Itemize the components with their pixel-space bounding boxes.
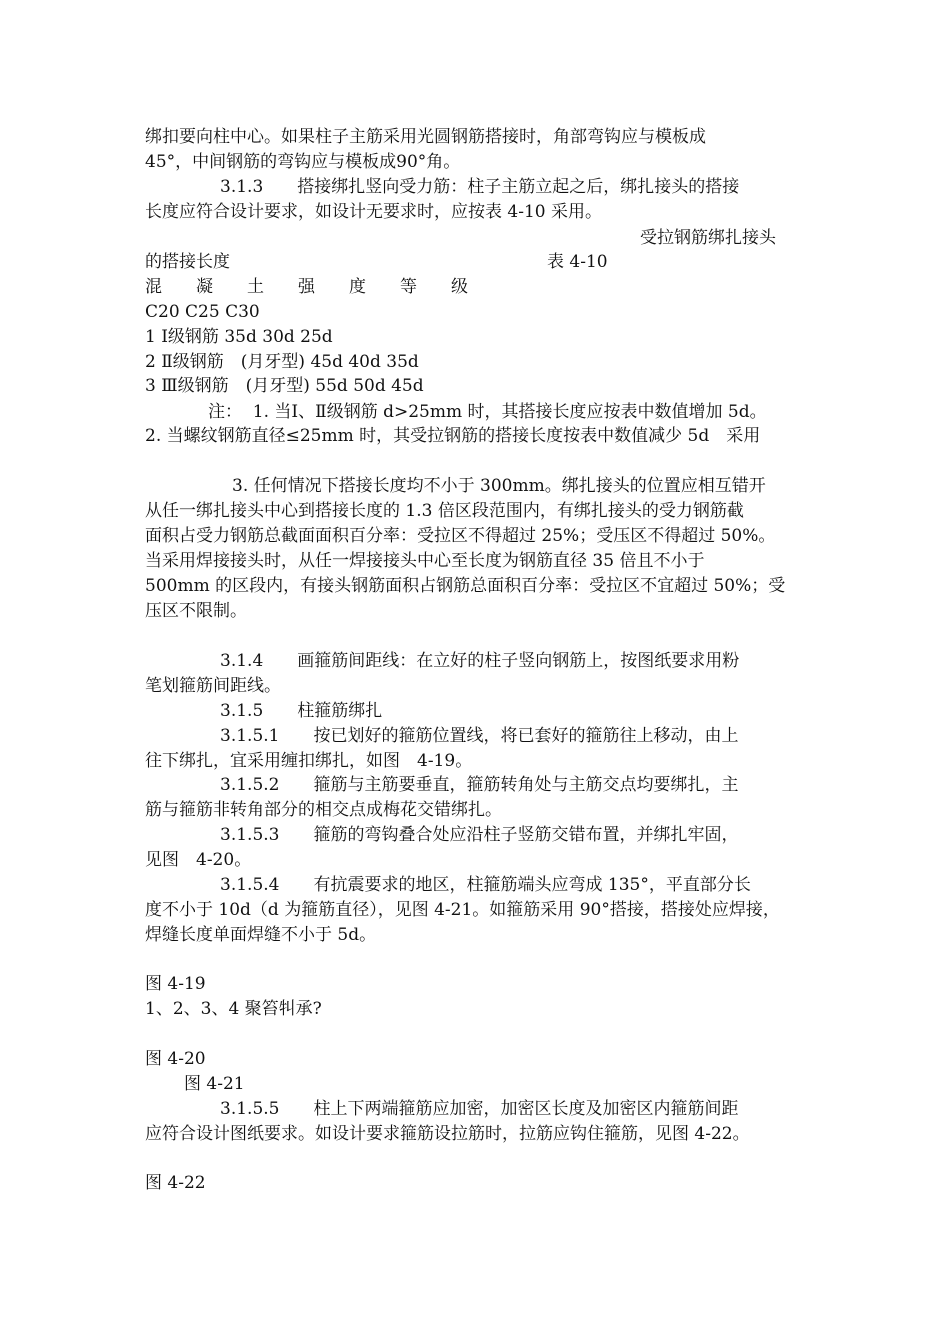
section-heading: 3.1.3 搭接绑扎竖向受力筋：柱子主筋立起之后，绑扎接头的搭接 — [220, 177, 740, 197]
section-heading: 3.1.4 画箍筋间距线：在立好的柱子竖向钢筋上，按图纸要求用粉 — [220, 651, 740, 671]
figure-legend: 1、2、3、4 聚笞㸨承? — [145, 999, 322, 1019]
text-line: 当采用焊接接头时，从任一焊接接头中心至长度为钢筋直径 35 倍且不小于 — [145, 551, 705, 571]
section-heading: 3.1.5.3 箍筋的弯钩叠合处应沿柱子竖筋交错布置，并绑扎牢固， — [220, 825, 739, 845]
text-line: 度不小于 10d（d 为箍筋直径），见图 4-21。如箍筋采用 90°搭接，搭接处应焊接， — [145, 900, 780, 920]
table-caption: 受拉钢筋绑扎接头 — [640, 228, 776, 248]
table-row: 2 Ⅱ级钢筋 (月牙型) 45d 40d 35d — [145, 352, 419, 372]
text-line: 压区不限制。 — [145, 601, 247, 621]
table-note: 2. 当螺纹钢筋直径≤25mm 时，其受拉钢筋的搭接长度按表中数值减少 5d 采用 — [145, 426, 761, 446]
section-heading: 3.1.5.5 柱上下两端箍筋应加密，加密区长度及加密区内箍筋间距 — [220, 1099, 739, 1119]
table-number: 表 4-10 — [547, 252, 608, 272]
text-line: 长度应符合设计要求，如设计无要求时，应按表 4-10 采用。 — [145, 202, 602, 222]
table-note: 3. 任何情况下搭接长度均不小于 300mm。绑扎接头的位置应相互错开 — [232, 476, 766, 496]
table-row: 3 Ⅲ级钢筋 (月牙型) 55d 50d 45d — [145, 376, 424, 396]
text-line: 面积占受力钢筋总截面面积百分率：受拉区不得超过 25%；受压区不得超过 50%。 — [145, 526, 776, 546]
text-line: 从任一绑扎接头中心到搭接长度的 1.3 倍区段范围内，有绑扎接头的受力钢筋截 — [145, 501, 744, 521]
section-heading: 3.1.5.4 有抗震要求的地区，柱箍筋端头应弯成 135°，平直部分长 — [220, 875, 751, 895]
figure-caption: 图 4-20 — [145, 1049, 206, 1069]
table-caption: 的搭接长度 — [145, 252, 230, 272]
table-note: 注： 1. 当Ⅰ、Ⅱ级钢筋 d>25mm 时，其搭接长度应按表中数值增加 5d。 — [208, 402, 767, 422]
table-row: 1 Ⅰ级钢筋 35d 30d 25d — [145, 327, 333, 347]
text-line: 应符合设计图纸要求。如设计要求箍筋设拉筋时，拉筋应钩住箍筋，见图 4-22。 — [145, 1124, 750, 1144]
text-line: 见图 4-20。 — [145, 850, 252, 870]
text-line: 往下绑扎，宜采用缠扣绑扎，如图 4-19。 — [145, 751, 473, 771]
section-heading: 3.1.5.2 箍筋与主筋要垂直，箍筋转角处与主筋交点均要绑扎，主 — [220, 775, 739, 795]
text-line: 500mm 的区段内，有接头钢筋面积占钢筋总面积百分率：受拉区不宜超过 50%；受 — [145, 576, 786, 596]
text-line: 45°，中间钢筋的弯钩应与模板成90°角。 — [145, 152, 461, 172]
text-line: 绑扣要向柱中心。如果柱子主筋采用光圆钢筋搭接时，角部弯钩应与模板成 — [145, 127, 706, 147]
table-header: C20 C25 C30 — [145, 302, 260, 322]
section-heading: 3.1.5 柱箍筋绑扎 — [220, 701, 383, 721]
section-heading: 3.1.5.1 按已划好的箍筋位置线，将已套好的箍筋往上移动，由上 — [220, 726, 739, 746]
text-line: 筋与箍筋非转角部分的相交点成梅花交错绑扎。 — [145, 800, 502, 820]
figure-caption: 图 4-22 — [145, 1173, 206, 1193]
table-header: 混 凝 土 强 度 等 级 — [145, 277, 468, 297]
text-line: 笔划箍筋间距线。 — [145, 676, 281, 696]
figure-caption: 图 4-21 — [184, 1074, 245, 1094]
text-line: 焊缝长度单面焊缝不小于 5d。 — [145, 925, 377, 945]
figure-caption: 图 4-19 — [145, 974, 206, 994]
